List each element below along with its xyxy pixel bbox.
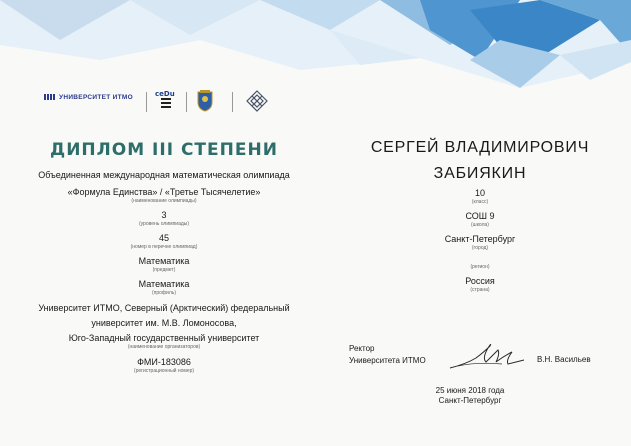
logo-divider <box>186 92 187 112</box>
subject-caption: (предмет) <box>152 267 176 273</box>
header-polygon-art <box>0 0 631 90</box>
itmo-logo-text: УНИВЕРСИТЕТ ИТМО <box>59 94 133 101</box>
subject-value: Математика <box>138 256 190 266</box>
region-caption: (регион) <box>470 264 490 270</box>
issue-date-block <box>410 386 530 406</box>
cdo-barcode-icon <box>161 98 171 108</box>
issue-place: Санкт-Петербург <box>438 396 502 405</box>
school-caption: (школа) <box>471 222 489 228</box>
rector-block <box>349 343 426 367</box>
city-caption: (город) <box>471 245 489 251</box>
cdo-logo-text: ceDu <box>155 90 175 98</box>
grade-caption: (класс) <box>471 199 489 205</box>
issue-date: 25 июня 2018 года <box>435 386 505 395</box>
country-caption: (страна) <box>470 287 490 293</box>
olympiad-list-caption: (номер в перечне олимпиад) <box>130 244 198 250</box>
grade-value: 10 <box>474 188 485 198</box>
recipient-name-line-2: ЗАБИЯКИН <box>433 165 527 182</box>
olympiad-level-caption: (уровень олимпиады) <box>138 221 190 227</box>
rector-university: Университета ИТМО <box>349 356 426 365</box>
olympiad-name-line-2: «Формула Единства» / «Третье Тысячелетие» <box>67 187 261 197</box>
profile-value: Математика <box>138 279 190 289</box>
country-value: Россия <box>465 276 495 286</box>
city-value: Санкт-Петербург <box>444 234 516 244</box>
olympiad-name-line-1: Объединенная международная математическая олимпиада <box>38 170 290 180</box>
rector-title: Ректор <box>349 344 375 353</box>
profile-caption: (профиль) <box>151 290 177 296</box>
recipient-name-line-1: СЕРГЕЙ ВЛАДИМИРОВИЧ <box>370 139 590 156</box>
partner-logos <box>44 90 284 116</box>
diploma-title: ДИПЛОМ III СТЕПЕНИ <box>50 140 278 160</box>
cdo-logo <box>155 90 177 112</box>
olympiad-name-caption: (наименование олимпиады) <box>131 198 197 204</box>
organizers-line-3: Юго-Западный государственный университет <box>68 333 260 343</box>
organizers-caption: (наименование организаторов) <box>127 344 201 350</box>
logo-divider <box>232 92 233 112</box>
rector-name: В.Н. Васильев <box>537 355 591 364</box>
itmo-dots-icon <box>44 94 56 100</box>
registration-caption: (регистрационный номер) <box>133 368 195 374</box>
diploma-left-column <box>14 132 314 374</box>
school-value: СОШ 9 <box>465 211 495 221</box>
olympiad-list-number: 45 <box>158 233 169 243</box>
coat-of-arms-icon <box>196 90 214 112</box>
olympiad-level: 3 <box>161 210 167 220</box>
organizers-line-2: университет им. М.В. Ломоносова, <box>91 318 237 328</box>
registration-number: ФМИ-183086 <box>137 357 191 367</box>
logo-divider <box>146 92 147 112</box>
organizers-line-1: Университет ИТМО, Северный (Арктический) федеральный <box>38 303 290 313</box>
itmo-logo <box>44 94 133 101</box>
rector-signature <box>446 338 526 372</box>
diploma-right-column <box>345 136 615 293</box>
diamond-knot-icon <box>246 90 268 112</box>
